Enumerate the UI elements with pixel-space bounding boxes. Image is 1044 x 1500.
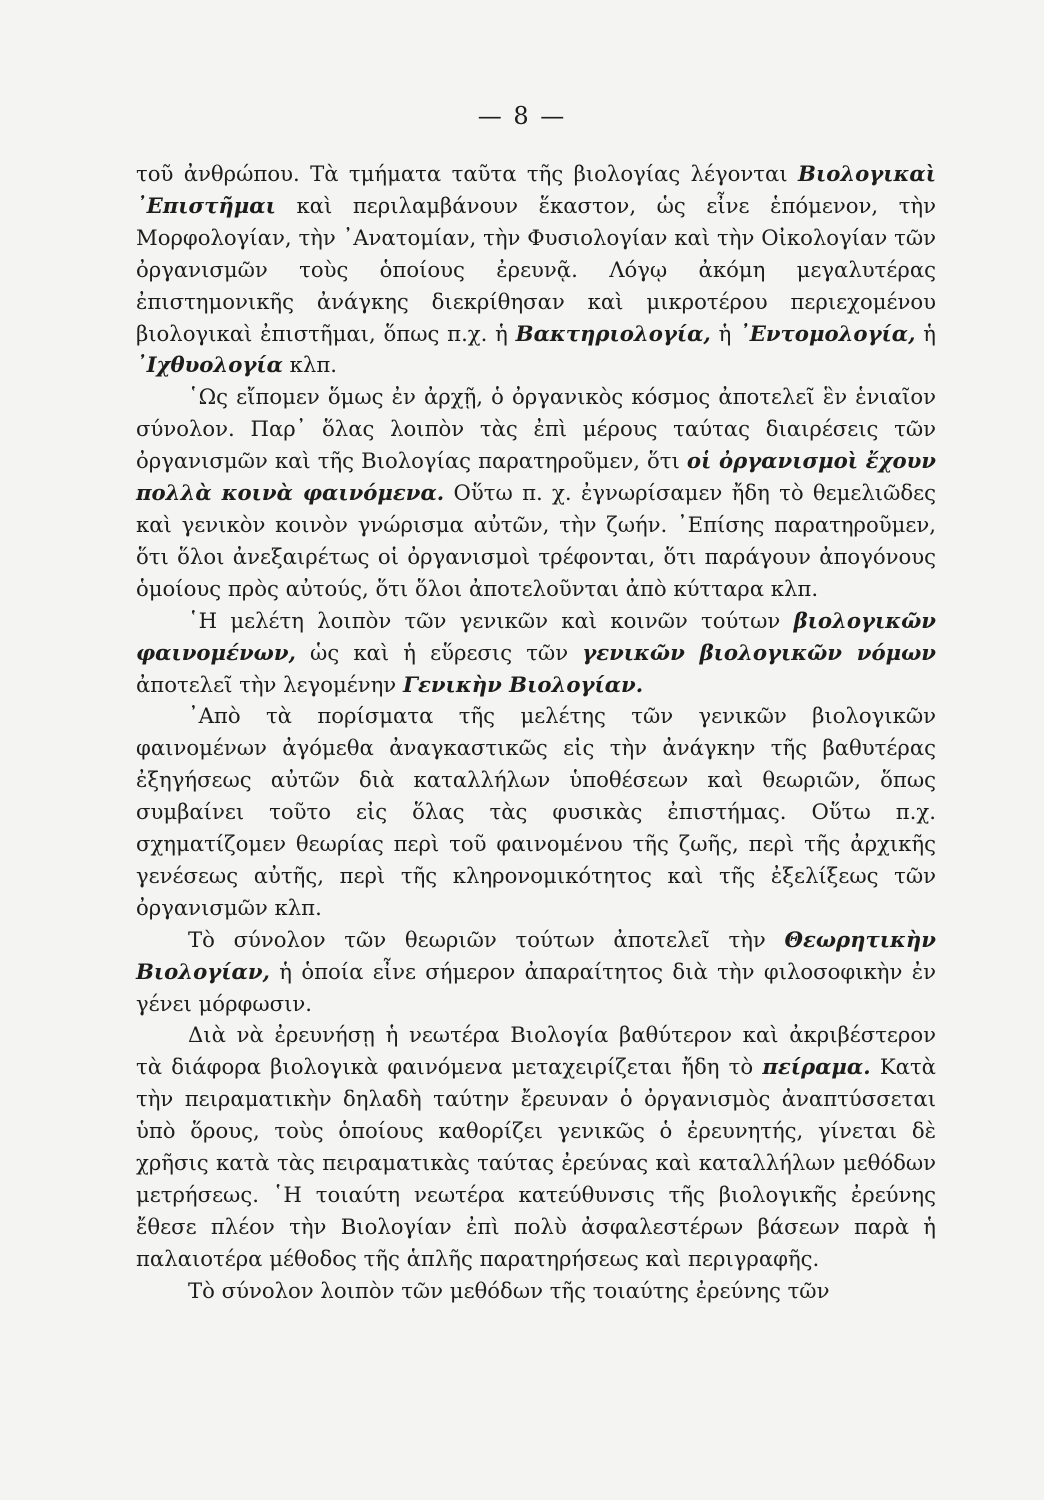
text-run: Τὸ σύνολον τῶν θεωριῶν τούτων ἀποτελεῖ τὴν — [188, 926, 785, 952]
paragraph — [136, 1275, 936, 1307]
text-run: ῾Η μελέτη λοιπὸν τῶν γενικῶν καὶ κοινῶν τούτων — [188, 607, 794, 633]
emphasized-term: ᾿Εντομολογία, — [739, 320, 916, 346]
body-text — [136, 158, 936, 1307]
page-number: — 8 — — [477, 102, 567, 130]
text-run: Κατὰ τὴν πειραματικὴν δηλαδὴ ταύτην ἔρευναν ὁ ὀργανισμὸς ἀναπτύσσεται ὑπὸ ὅρους, τοὺς ὁποίους καθορίζει γενικῶς ὁ ἐρευνητής, γίνεται δὲ χρῆσις κατὰ τὰς πειραματικὰς ταύτας ἐρεύνας καὶ καταλλήλων μεθόδων μετρήσεως. ῾Η τοιαύτη νεωτέρα κατεύθυνσις τῆς βιολογικῆς ἐρεύνης ἔθεσε πλέον τὴν Βιολογίαν ἐπὶ πολὺ ἀσφαλεστέρων βάσεων παρὰ ἡ παλαιοτέρα μέθοδος τῆς ἁπλῆς παρατηρήσεως καὶ περιγραφῆς. — [136, 1054, 936, 1271]
text-run: κλπ. — [282, 352, 338, 378]
paragraph — [136, 158, 936, 381]
text-run: Διὰ νὰ ἐρευνήσῃ ἡ νεωτέρα Βιολογία βαθύτερον καὶ ἀκριβέστερον τὰ διάφορα βιολογικὰ φαινόμενα μεταχειρίζεται ἤδη τὸ — [136, 1022, 936, 1080]
text-run: ὡς καὶ ἡ εὕρεσις τῶν — [295, 639, 583, 665]
emphasized-term: γενικῶν βιολογικῶν νόμων — [582, 639, 936, 665]
emphasized-term: ᾿Ιχθυολογία — [136, 352, 283, 378]
text-run: ῾Ως εἴπομεν ὅμως ἐν ἀρχῇ, ὁ ὀργανικὸς κόσμος ἀποτελεῖ ἓν ἑνιαῖον σύνολον. Παρ᾿ ὅλας λοιπὸν τὰς ἐπὶ μέρους ταύτας διαιρέσεις τῶν ὀργανισμῶν καὶ τῆς Βιολογίας παρατηροῦμεν, ὅτι — [136, 384, 936, 474]
text-run: ἡ ὁποία εἶνε σήμερον ἀπαραίτητος διὰ τὴν φιλοσοφικὴν ἐν γένει μόρφωσιν. — [136, 958, 936, 1016]
paragraph — [136, 1019, 936, 1274]
text-run: ἀποτελεῖ τὴν λεγομένην — [136, 671, 403, 697]
text-run: ἡ — [915, 320, 936, 346]
emphasized-term: πείραμα. — [762, 1054, 871, 1080]
text-run: καὶ περιλαμβάνουν ἕκαστον, ὡς εἶνε ἑπόμενον, τὴν Μορφολογίαν, τὴν ᾿Ανατομίαν, τὴν Φυσιολογίαν καὶ τὴν Οἰκολογίαν τῶν ὀργανισμῶν τοὺς ὁποίους ἐρευνᾷ. Λόγῳ ἀκόμη μεγαλυτέρας ἐπιστημονικῆς ἀνάγκης διεκρίθησαν καὶ μικροτέρου περιεχομένου βιολογικαὶ ἐπιστῆμαι, ὅπως π.χ. ἡ — [136, 192, 936, 346]
emphasized-term: βιολογικῶν φαινομένων, — [136, 607, 936, 665]
emphasized-term: Γενικὴν Βιολογίαν. — [402, 671, 644, 697]
emphasized-term: οἱ ὀργανισμοὶ ἔχουν πολλὰ κοινὰ φαινόμενα. — [136, 448, 937, 506]
paragraph — [136, 924, 936, 1020]
paragraph — [136, 700, 936, 923]
emphasized-term: Βακτηριολογία, — [515, 320, 711, 346]
text-run: Τὸ σύνολον λοιπὸν τῶν μεθόδων τῆς τοιαύτης ἐρεύνης τῶν — [188, 1277, 830, 1303]
paragraph — [136, 381, 936, 604]
text-run: Οὕτω π. χ. ἐγνωρίσαμεν ἤδη τὸ θεμελιῶδες καὶ γενικὸν κοινὸν γνώρισμα αὐτῶν, τὴν ζωήν. ᾿Επίσης παρατηροῦμεν, ὅτι ὅλοι ἀνεξαιρέτως οἱ ὀργανισμοὶ τρέφονται, ὅτι παράγουν ἀπογόνους ὁμοίους πρὸς αὐτούς, ὅτι ὅλοι ἀποτελοῦνται ἀπὸ κύτταρα κλπ. — [136, 480, 936, 601]
text-run: τοῦ ἀνθρώπου. Τὰ τμήματα ταῦτα τῆς βιολογίας λέγονται — [136, 161, 799, 186]
text-run: ἡ — [710, 320, 740, 346]
text-run: ᾿Απὸ τὰ πορίσματα τῆς μελέτης τῶν γενικῶν βιολογικῶν φαινομένων ἀγόμεθα ἀναγκαστικῶς εἰς τὴν ἀνάγκην τῆς βαθυτέρας ἐξηγήσεως αὐτῶν διὰ καταλλήλων ὑποθέσεων καὶ θεωριῶν, ὅπως συμβαίνει τοῦτο εἰς ὅλας τὰς φυσικὰς ἐπιστήμας. Οὕτω π.χ. σχηματίζομεν θεωρίας περὶ τοῦ φαινομένου τῆς ζωῆς, περὶ τῆς ἀρχικῆς γενέσεως αὐτῆς, περὶ τῆς κληρονομικότητος καὶ τῆς ἐξελίξεως τῶν ὀργανισμῶν κλπ. — [136, 703, 936, 920]
emphasized-term: Βιολογικαὶ ᾿Επιστῆμαι — [136, 161, 936, 218]
emphasized-term: Θεωρητικὴν Βιολογίαν, — [136, 926, 936, 984]
paragraph — [136, 605, 936, 701]
